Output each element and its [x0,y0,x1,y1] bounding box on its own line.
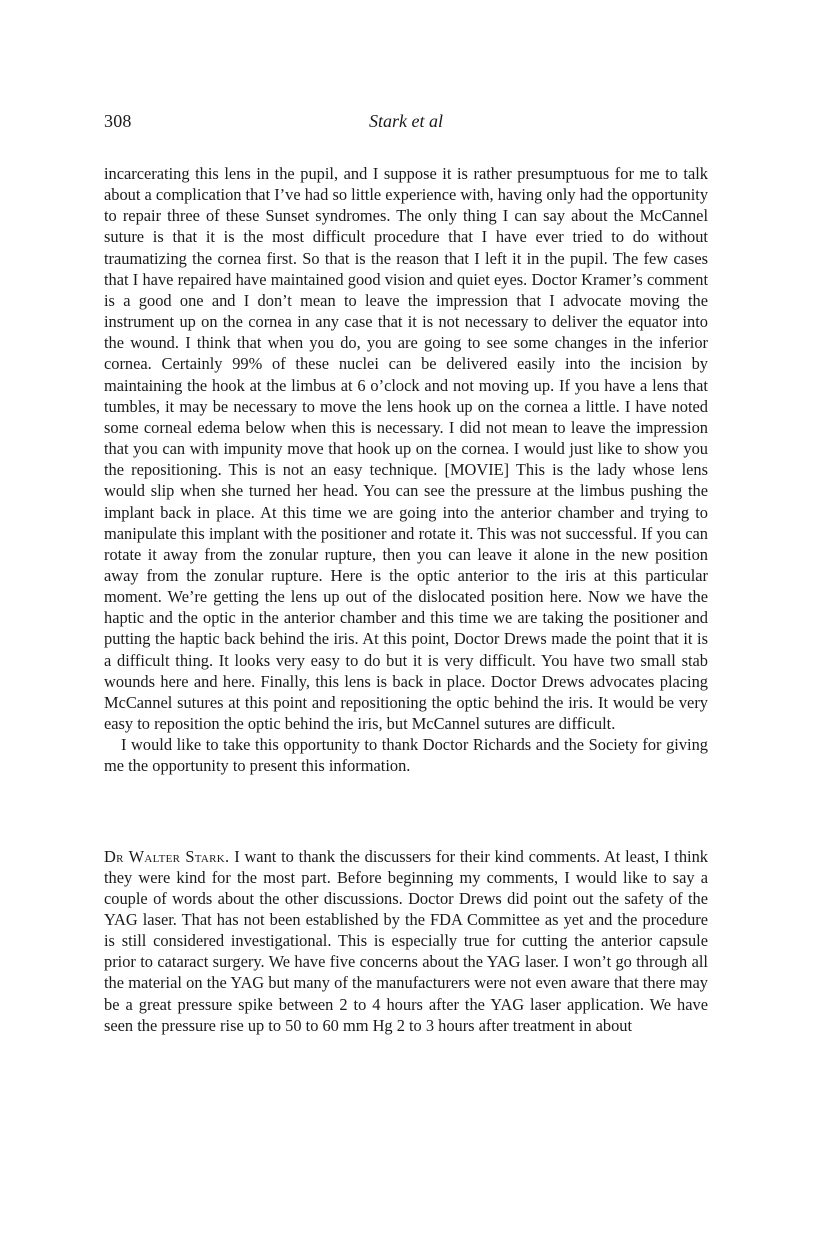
page-header [104,111,708,135]
speaker-text: I want to thank the discussers for their kind comments. At least, I think they were kind for the most part. Before beginning my comments, I would like to say a couple of words about the other discussions. Doctor Drews did point out the safety of the YAG laser. That has not been established by the FDA Committee as yet and the procedure is still considered investigational. This is especially true for cutting the anterior capsule prior to cataract surgery. We have five concerns about the YAG laser. I won’t go through all the material on the YAG but many of the manufacturers were not even aware that there may be a great pressure spike between 2 to 4 hours after the YAG laser application. We have seen the pressure rise up to 50 to 60 mm Hg 2 to 3 hours after treatment in about [104,846,708,1035]
paragraph-stark-reply [104,846,708,1036]
speaker-name: Dr Walter Stark. [104,846,230,866]
body-text [104,163,708,1036]
page-number: 308 [104,111,132,131]
paragraph-closing-thanks: I would like to take this opportunity to thank Doctor Richards and the Society for giving me the opportunity to present this information. [104,735,708,776]
paragraph-continuation: incarcerating this lens in the pupil, and I suppose it is rather presumptuous for me to talk about a complication that I’ve had so little experience with, having only had the opportunity to repair three of these Sunset syndromes. The only thing I can say about the McCannel suture is that it is the most difficult procedure that I have ever tried to do without traumatizing the cornea first. So that is the reason that I left it in the pupil. The few cases that I have repaired have maintained good vision and quiet eyes. Doctor Kramer’s comment is a good one and I don’t mean to leave the impression that I advocate moving the instrument up on the cornea in any case that it is not necessary to deliver the equator into the wound. I think that when you do, you are going to see some changes in the inferior cornea. Certainly 99% of these nuclei can be delivered easily into the incision by maintaining the hook at the limbus at 6 o’clock and not moving up. If you have a lens that tumbles, it may be necessary to move the lens hook up on the cornea a little. I have noted some corneal edema below when this is necessary. I did not mean to leave the impression that you can with impunity move that hook up on the cornea. I would just like to show you the repositioning. This is not an easy technique. [MOVIE] This is the lady whose lens would slip when she turned her head. You can see the pressure at the limbus pushing the implant back in place. At this time we are going into the anterior chamber and trying to manipulate this implant with the positioner and rotate it. This was not successful. If you can rotate it away from the zonular rupture, then you can leave it alone in the new position away from the zonular rupture. Here is the optic anterior to the iris at this particular moment. We’re getting the lens up out of the dislocated position here. Now we have the haptic and the optic in the anterior chamber and this time we are taking the positioner and putting the haptic back behind the iris. At this point, Doctor Drews made the point that it is a difficult thing. It looks very easy to do but it is very difficult. You have two small stab wounds here and here. Finally, this lens is back in place. Doctor Drews advocates placing McCannel sutures at this point and repositioning the optic behind the iris. It would be very easy to reposition the optic behind the iris, but McCannel sutures are difficult. [104,164,709,734]
section-gap [104,777,708,846]
running-head: Stark et al [369,111,443,131]
